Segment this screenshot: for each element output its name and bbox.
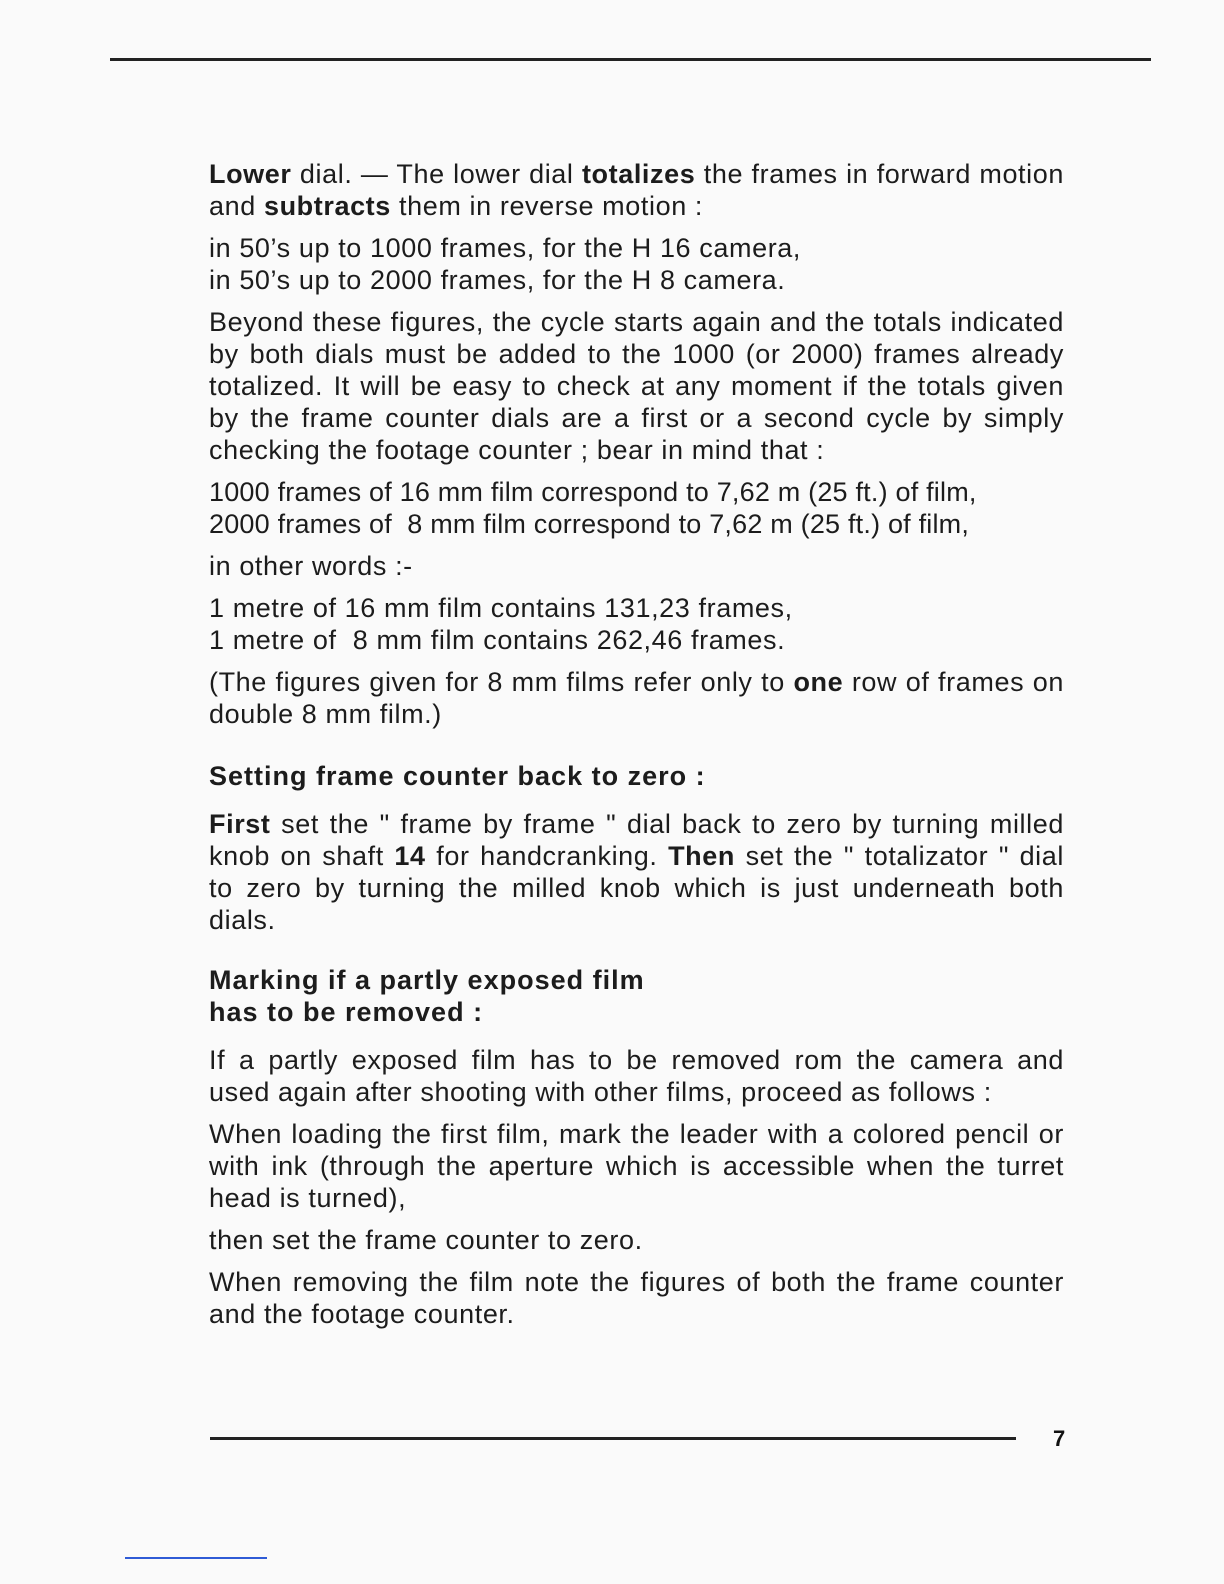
other-words: in other words :- — [209, 551, 413, 581]
metre-line: 1 metre of 16 mm film contains 131,23 frames, — [209, 593, 793, 623]
zero-heading: Setting frame counter back to zero : — [209, 761, 706, 791]
link-underline[interactable] — [125, 1557, 267, 1559]
note-paragraph: (The figures given for 8 mm films refer only to one row of frames on double 8 mm film.) — [209, 667, 1065, 729]
marking-paragraph-1: If a partly exposed film has to be removed rom the camera and used again after shooting with other films, proceed as follows : — [209, 1045, 1064, 1107]
marking-paragraph-3: then set the frame counter to zero. — [209, 1225, 643, 1255]
marking-paragraph-2: When loading the first film, mark the leader with a colored pencil or with ink (through the aperture which is accessible when the turret head is turned), — [209, 1119, 1064, 1213]
cycle-lines — [209, 232, 1064, 296]
cycle-line: in 50’s up to 2000 frames, for the H 8 camera. — [209, 265, 786, 295]
cycle-line: in 50’s up to 1000 frames, for the H 16 camera, — [209, 233, 802, 263]
lower-label: Lower — [209, 159, 292, 189]
frame-line: 1000 frames of 16 mm film correspond to 7,62 m (25 ft.) of film, — [209, 477, 977, 507]
marking-paragraph-4: When removing the film note the figures of both the frame counter and the footage counter. — [209, 1267, 1064, 1329]
page-content — [209, 158, 1064, 1340]
bottom-rule — [210, 1437, 1016, 1440]
frame-line: 2000 frames of 8 mm film correspond to 7,62 m (25 ft.) of film, — [209, 509, 970, 539]
metre-lines — [209, 592, 1064, 656]
metre-line: 1 metre of 8 mm film contains 262,46 frames. — [209, 625, 786, 655]
marking-heading: Marking if a partly exposed film has to be removed : — [209, 965, 645, 1027]
beyond-paragraph: Beyond these figures, the cycle starts again and the totals indicated by both dials must be added to the 1000 (or 2000) frames already totalized. It will be easy to check at any moment if the totals given by the frame counter dials are a first or a second cycle by simply checking the footage counter ; bear in mind that : — [209, 307, 1064, 465]
zero-paragraph: First set the " frame by frame " dial back to zero by turning milled knob on shaft 14 for handcranking. Then set the " totalizator " dial to zero by turning the milled knob which is just underneath both dials. — [209, 809, 1064, 935]
top-rule — [110, 58, 1151, 61]
frame-lines — [209, 476, 1064, 540]
page-number: 7 — [1053, 1426, 1066, 1451]
lower-dial-paragraph: Lower dial. — The lower dial totalizes the frames in forward motion and subtracts them in reverse motion : — [209, 159, 1064, 221]
